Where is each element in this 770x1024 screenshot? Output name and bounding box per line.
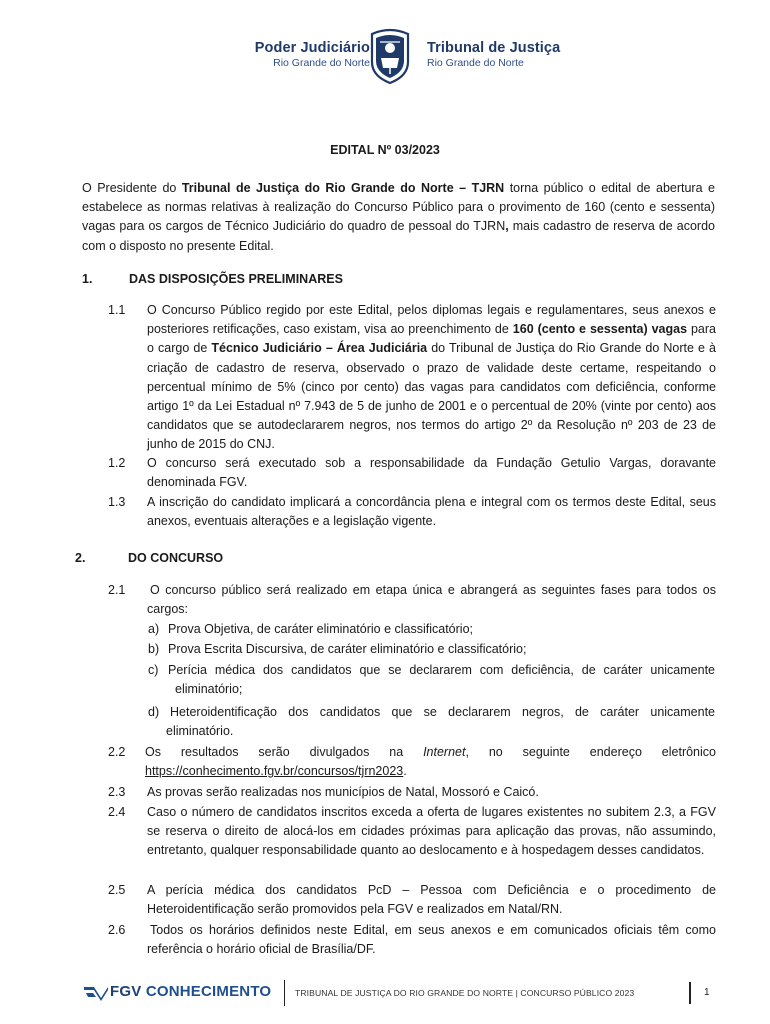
subitem-text: Perícia médica dos candidatos que se declararem com deficiência, de caráter unicamente — [168, 663, 715, 677]
header-left — [255, 40, 370, 70]
item-1-1-text-e: do Tribunal de Justiça do Rio Grande do Norte e à criação de cadastro de reserva, observado o prazo de validade deste certame, respeitando o percentual mínimo de 5% (cinco por cento) das vagas para candidatos com deficiência, conforme artigo 1º da Lei Estadual nº 7.943 de 5 de junho de 2001 e o percentual de 20% (vinte por cento) aos candidatos que se autodeclararem negros, nos termos do artigo 2º da Resolução nº 203 de 23 de junho de 2015 do CNJ. — [147, 341, 717, 452]
item-1-3 — [108, 493, 716, 531]
intro-text-1: O Presidente do — [82, 181, 182, 195]
page-header — [0, 28, 770, 88]
page-number: 1 — [704, 987, 710, 998]
footer-divider — [689, 982, 691, 1004]
logo-conhecimento-text: CONHECIMENTO — [145, 983, 272, 1000]
intro-text-2: torna público o edital de abertura e estabelece as normas relativas à realização do Concurso Público para o provimento de 160 (cento e sessenta) vagas para os cargos de Técnico Judiciário do quadro de pessoal do TJRN — [82, 181, 715, 234]
item-2-3 — [108, 783, 716, 802]
item-2-6 — [108, 921, 716, 959]
subitem-letter: b) — [148, 642, 160, 656]
section-1-title: DAS DISPOSIÇÕES PRELIMINARES — [129, 272, 343, 286]
item-2-2-text-d: . — [403, 764, 407, 779]
item-2-1 — [108, 581, 716, 619]
subitem-letter: c) — [148, 663, 159, 677]
item-text — [147, 301, 716, 455]
subitem-a — [148, 620, 715, 639]
item-text: O concurso público será realizado em etapa única e abrangerá as seguintes fases para todos os cargos: — [147, 583, 716, 617]
item-number: 1.1 — [108, 303, 126, 317]
item-number: 1.3 — [108, 495, 126, 509]
item-1-2 — [108, 454, 716, 492]
section-1-number: 1. — [82, 272, 93, 286]
subitem-d — [148, 703, 715, 741]
header-left-subtitle: Rio Grande do Norte — [273, 57, 370, 69]
item-text: Todos os horários definidos neste Edital, em seus anexos e em comunicados oficiais têm como referência o horário oficial de Brasília/DF. — [147, 923, 716, 957]
subitem-text: Heteroidentificação dos candidatos que se declararem negros, de caráter unicamente — [170, 705, 715, 719]
item-2-5 — [108, 881, 716, 919]
subitem-b — [148, 640, 715, 659]
item-text: O concurso será executado sob a responsabilidade da Fundação Getulio Vargas, doravante denominada FGV. — [147, 456, 716, 490]
subitem-letter: a) — [148, 622, 160, 636]
item-number: 2.1 — [108, 583, 126, 597]
subitem-letter: d) — [148, 705, 160, 719]
fgv-conhecimento-logo — [110, 983, 271, 1000]
footer-divider — [284, 980, 285, 1006]
item-number: 2.5 — [108, 883, 126, 897]
subitem-text: Prova Escrita Discursiva, de caráter eliminatório e classificatório; — [168, 642, 527, 656]
concurso-url-link[interactable]: https://conhecimento.fgv.br/concursos/tjrn2023 — [145, 764, 404, 779]
item-1-1-bold-position: Técnico Judiciário – Área Judiciária — [211, 341, 428, 356]
item-text: As provas serão realizadas nos municípios de Natal, Mossoró e Caicó. — [147, 785, 539, 799]
item-number: 2.3 — [108, 785, 126, 799]
item-2-2-text-a: Os resultados serão divulgados na — [145, 745, 424, 759]
logo-fgv-text: FGV — [110, 983, 142, 1000]
intro-paragraph — [82, 179, 715, 256]
header-right — [427, 40, 560, 70]
intro-bold-court: Tribunal de Justiça do Rio Grande do Norte – TJRN — [181, 181, 505, 195]
item-2-2-text-c: , no seguinte endereço eletrônico — [465, 745, 716, 759]
subitem-text: Prova Objetiva, de caráter eliminatório e classificatório; — [168, 622, 473, 636]
intro-bold-comma: , — [505, 219, 509, 234]
item-text: A perícia médica dos candidatos PcD – Pessoa com Deficiência e o procedimento de Heteroidentificação serão promovidos pela FGV e realizados em Natal/RN. — [147, 883, 716, 917]
item-1-1-bold-vacancies: 160 (cento e sessenta) vagas — [512, 322, 688, 337]
item-number: 1.2 — [108, 456, 126, 470]
item-1-1-text-a: O Concurso Público regido por este Edital, pelos diplomas legais e regulamentares, seus anexos e posteriores retificações, caso existam, visa ao preenchimento de — [147, 303, 716, 337]
section-2-number: 2. — [75, 551, 86, 565]
subitem-c — [148, 661, 715, 699]
court-crest-icon — [368, 28, 412, 84]
item-1-1 — [108, 301, 716, 455]
header-right-title: Tribunal de Justiça — [427, 40, 561, 56]
document-title: EDITAL Nº 03/2023 — [330, 143, 440, 157]
item-2-2-line-1 — [145, 743, 716, 762]
subitem-continuation: eliminatório. — [166, 724, 234, 739]
fgv-logo-icon — [84, 984, 108, 1004]
item-number: 2.4 — [108, 805, 126, 819]
item-number: 2.2 — [108, 745, 126, 759]
intro-text-3: mais cadastro de reserva de acordo com o disposto no presente Edital. — [82, 219, 715, 253]
header-left-title: Poder Judiciário — [254, 40, 370, 56]
item-text: Caso o número de candidatos inscritos exceda a oferta de lugares existentes no subitem 2.3, a FGV se reserva o direito de alocá-los em cidades próximas para aplicação das provas, não assumindo, entretanto, qualquer responsabilidade quanto ao deslocamento e à hospedagem desses candidatos. — [147, 805, 716, 858]
item-text: A inscrição do candidato implicará a concordância plena e integral com os termos deste Edital, seus anexos, eventuais alterações e a legislação vigente. — [147, 495, 716, 529]
item-2-2 — [108, 743, 716, 781]
header-right-subtitle: Rio Grande do Norte — [427, 57, 524, 69]
item-2-2-italic-internet: Internet — [423, 745, 466, 759]
item-1-1-text-c: para o cargo de — [147, 322, 716, 356]
item-2-4 — [108, 803, 716, 861]
subitem-continuation: eliminatório; — [175, 682, 243, 697]
footer-text: TRIBUNAL DE JUSTIÇA DO RIO GRANDE DO NORTE | CONCURSO PÚBLICO 2023 — [295, 988, 635, 998]
item-number: 2.6 — [108, 923, 126, 937]
page-footer — [0, 978, 770, 1008]
section-2-title: DO CONCURSO — [128, 551, 224, 565]
item-text — [145, 743, 716, 781]
